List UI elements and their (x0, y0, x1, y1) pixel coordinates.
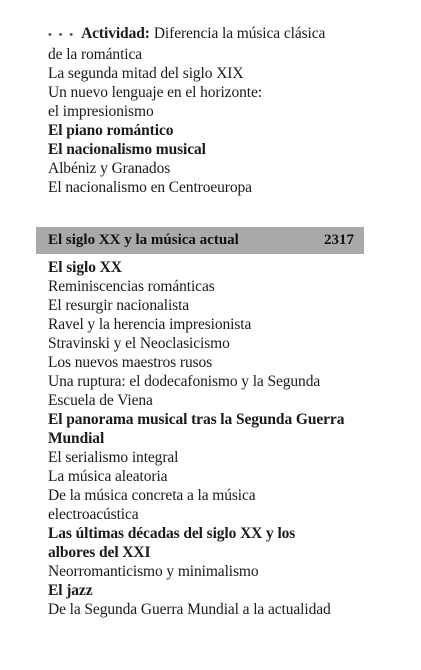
index-entry: De la música concreta a la música (48, 487, 256, 504)
activity-bullets: • • • (48, 29, 76, 41)
activity-label: Actividad: (81, 25, 150, 42)
index-entry: El serialismo integral (48, 449, 179, 466)
index-entry: el impresionismo (48, 103, 154, 120)
index-heading: El siglo XX (48, 259, 122, 276)
index-entry: Albéniz y Granados (48, 160, 171, 177)
index-heading: El nacionalismo musical (48, 141, 206, 158)
index-entry: Los nuevos maestros rusos (48, 354, 213, 371)
index-entry: Una ruptura: el dodecafonismo y la Segunda (48, 373, 321, 390)
section-header-bar (36, 227, 364, 254)
index-entry: El nacionalismo en Centroeuropa (48, 179, 252, 196)
index-heading: El jazz (48, 582, 93, 599)
index-entry: Ravel y la herencia impresionista (48, 316, 252, 333)
index-entry: electroacústica (48, 506, 139, 523)
bottom-section (48, 258, 378, 619)
activity-text-line2: de la romántica (48, 46, 143, 63)
index-entry: Escuela de Viena (48, 392, 153, 409)
activity-text-line1: Diferencia la música clásica (153, 25, 326, 42)
index-entry: Un nuevo lenguaje en el horizonte: (48, 84, 262, 101)
index-heading: El piano romántico (48, 122, 174, 139)
index-heading: Las últimas décadas del siglo XX y los (48, 525, 296, 542)
index-entry: De la Segunda Guerra Mundial a la actualidad (48, 601, 331, 618)
index-entry: La música aleatoria (48, 468, 168, 485)
index-heading: albores del XXI (48, 544, 151, 561)
activity-line (48, 24, 378, 45)
index-entry: Stravinski y el Neoclasicismo (48, 335, 230, 352)
top-section (48, 24, 378, 197)
section-title: El siglo XX y la música actual (48, 232, 239, 248)
index-entry: Reminiscencias románticas (48, 278, 215, 295)
index-heading: El panorama musical tras la Segunda Guerra (48, 411, 345, 428)
index-heading: Mundial (48, 430, 105, 447)
index-entry: Neorromanticismo y minimalismo (48, 563, 259, 580)
section-page-number: 2317 (324, 232, 354, 248)
index-entry: La segunda mitad del siglo XIX (48, 65, 244, 82)
index-entry: El resurgir nacionalista (48, 297, 190, 314)
